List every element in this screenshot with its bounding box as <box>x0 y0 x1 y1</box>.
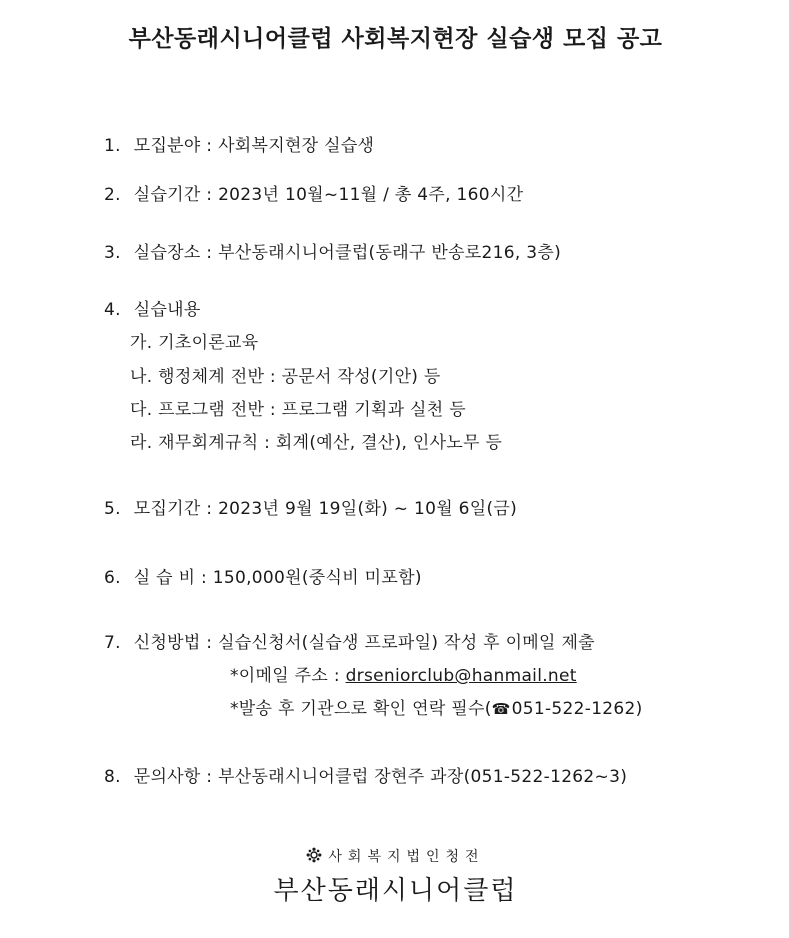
item-label: 모집분야 : <box>133 136 213 156</box>
organization-name: 부산동래시니어클럽 <box>273 876 518 906</box>
confirm-text: *발송 후 기관으로 확인 연락 필수( <box>230 699 492 719</box>
item-training-period: 2. 실습기간 : 2023년 10월~11월 / 총 4주, 160시간 <box>104 185 524 205</box>
confirm-line <box>230 694 643 719</box>
item-application-method: 7. 신청방법 : 실습신청서(실습생 프로파일) 작성 후 이메일 제출 <box>104 633 595 653</box>
phone-icon: ☎ <box>491 700 511 718</box>
item-value: 부산동래시니어클럽(동래구 반송로216, 3층) <box>218 243 562 263</box>
email-line <box>230 661 577 686</box>
content-subitem: 다. 프로그램 전반 : 프로그램 기획과 실천 등 <box>130 400 466 420</box>
phone-number: 051-522-1262) <box>511 699 643 719</box>
item-label: 신청방법 : <box>133 633 213 653</box>
item-label: 모집기간 : <box>133 499 213 519</box>
item-value: 부산동래시니어클럽 장현주 과장(051-522-1262~3) <box>218 767 628 787</box>
item-label: 실습기간 : <box>133 185 213 205</box>
item-training-fee: 6. 실 습 비 : 150,000원(중식비 미포함) <box>104 568 422 588</box>
document-title: 부산동래시니어클럽 사회복지현장 실습생 모집 공고 <box>128 26 663 52</box>
item-training-content: 4. 실습내용 <box>104 300 201 320</box>
seal-icon <box>306 847 322 863</box>
item-recruit-field: 1. 모집분야 : 사회복지현장 실습생 <box>104 136 375 156</box>
item-training-location: 3. 실습장소 : 부산동래시니어클럽(동래구 반송로216, 3층) <box>104 243 562 263</box>
item-recruit-period: 5. 모집기간 : 2023년 9월 19일(화) ~ 10월 6일(금) <box>104 499 518 519</box>
item-value: 2023년 9월 19일(화) ~ 10월 6일(금) <box>218 499 518 519</box>
item-value: 사회복지현장 실습생 <box>218 136 375 156</box>
content-subitem: 가. 기초이론교육 <box>130 333 259 353</box>
item-label: 실습장소 : <box>133 243 213 263</box>
item-label: 실 습 비 : <box>133 568 208 588</box>
item-label: 문의사항 : <box>133 767 213 787</box>
item-value: 실습신청서(실습생 프로파일) 작성 후 이메일 제출 <box>218 633 595 653</box>
item-inquiry: 8. 문의사항 : 부산동래시니어클럽 장현주 과장(051-522-1262~3) <box>104 767 628 787</box>
item-value: 150,000원(중식비 미포함) <box>212 568 422 588</box>
content-subitem: 나. 행정체계 전반 : 공문서 작성(기안) 등 <box>130 367 441 387</box>
item-value: 2023년 10월~11월 / 총 4주, 160시간 <box>218 185 524 205</box>
content-subitem: 라. 재무회계규칙 : 회계(예산, 결산), 인사노무 등 <box>130 433 503 453</box>
email-label: *이메일 주소 : <box>230 666 340 686</box>
foundation-name <box>0 846 791 866</box>
foundation-text: 사회복지법인청전 <box>328 849 485 865</box>
email-link[interactable]: drseniorclub@hanmail.net <box>345 666 577 686</box>
item-label: 실습내용 <box>133 300 201 320</box>
